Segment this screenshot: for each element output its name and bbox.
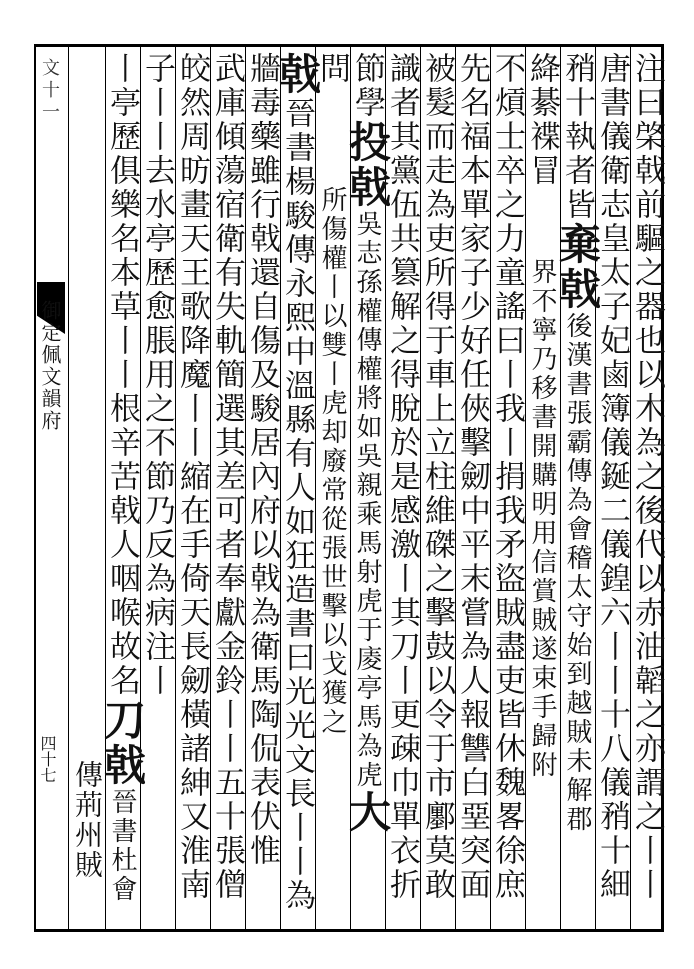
column-text: 晉書楊駿傳永熙中溫縣有人如狂造書曰光光文長丨丨為 [279,97,315,913]
entry-heading: 戟 [273,52,322,97]
column-text: 識者其黨伍共篡解之得脫於是感激丨其刀丨更疎巾單衣折 [384,52,420,902]
column-text: 先名福本單家子少好任俠擊劒中平末嘗為人報讐白堊突面 [454,52,490,902]
text-column-15 [139,52,175,698]
column-text: 界不寧乃移書開購明用信賞賊遂束手歸附 [527,258,557,780]
column-text: 丨亭歷俱樂名本草丨丨根辛苦戟人咽喉故名 [104,52,140,698]
column-text: 問 [314,52,350,86]
book-title: 御定佩文韻府 [38,300,62,432]
column-text: 唐書儀衛志皇太子妃鹵簿儀鋋二儀鍠六丨丨十八儀矟十細 [594,52,630,902]
entry-heading: 大 [343,790,392,835]
column-text: 不熕士卒之力童謠曰丨我丨捐我矛盜賊盡吏皆休魏畧徐庶 [489,52,525,902]
column-text: 吳志孫權傳權將如吳親乘馬射虎于庱亭馬為虎 [352,210,382,790]
column-text: 絳綦褋冒 [524,52,560,188]
border-bottom [34,929,664,932]
column-text: 所傷權丨以雙丨虎却廢常從張世擊以戈獲之 [317,186,347,737]
column-text: 傳荊州賊 [71,760,104,880]
column-text: 武庫傾蕩宿衛有失軌簡選其差可者奉獻金鈴丨丨五十張僧 [209,52,245,902]
border-top [34,44,664,47]
column-text: 子丨丨去水亭歷愈脹用之不節乃反為病注丨 [139,52,175,698]
text-column-2 [594,52,630,902]
entry-heading: 棄戟 [553,222,602,312]
column-rule [315,44,316,932]
entry-heading: 投戟 [343,120,392,210]
text-column-10 [314,52,350,737]
text-column-7 [419,52,455,902]
column-text: 牆毒藥雖行戟還自傷及駿居內府以戟為衛馬陶侃表伏惟 [244,52,280,868]
margin-divider [68,44,69,932]
column-text: 晉書杜會 [107,788,137,904]
border-left [34,44,36,932]
text-column-14 [174,52,210,902]
text-column-3 [553,52,602,834]
text-column-5 [489,52,525,902]
margin-top-text: 文十一 [39,58,60,124]
column-text: 矟十執者皆 [559,52,595,222]
text-column-13 [209,52,245,902]
text-column-6 [454,52,490,902]
text-column-11 [273,52,322,913]
column-text: 注曰棨戟前驅之器也以木為之後代以赤油韜之亦謂之丨丨 [629,52,665,902]
text-column-9 [343,52,392,835]
text-column-16 [98,52,147,904]
text-column-4 [524,52,560,780]
column-text: 後漢書張霸傳為會稽太守始到越賊未解郡 [562,312,592,834]
text-column-17 [72,760,102,880]
column-text: 皎然周昉畫天王歌降魔丨丨縮在手倚天長劒橫諸紳又淮南 [174,52,210,902]
column-text: 被髮而走為吏所得于車上立柱維磔之擊鼓以令于市鄽莫敢 [419,52,455,902]
page-number: 四十七 [38,735,57,783]
entry-heading: 刀戟 [98,698,147,788]
column-text: 節學 [349,52,385,120]
text-column-12 [244,52,280,868]
text-column-1 [629,52,665,902]
